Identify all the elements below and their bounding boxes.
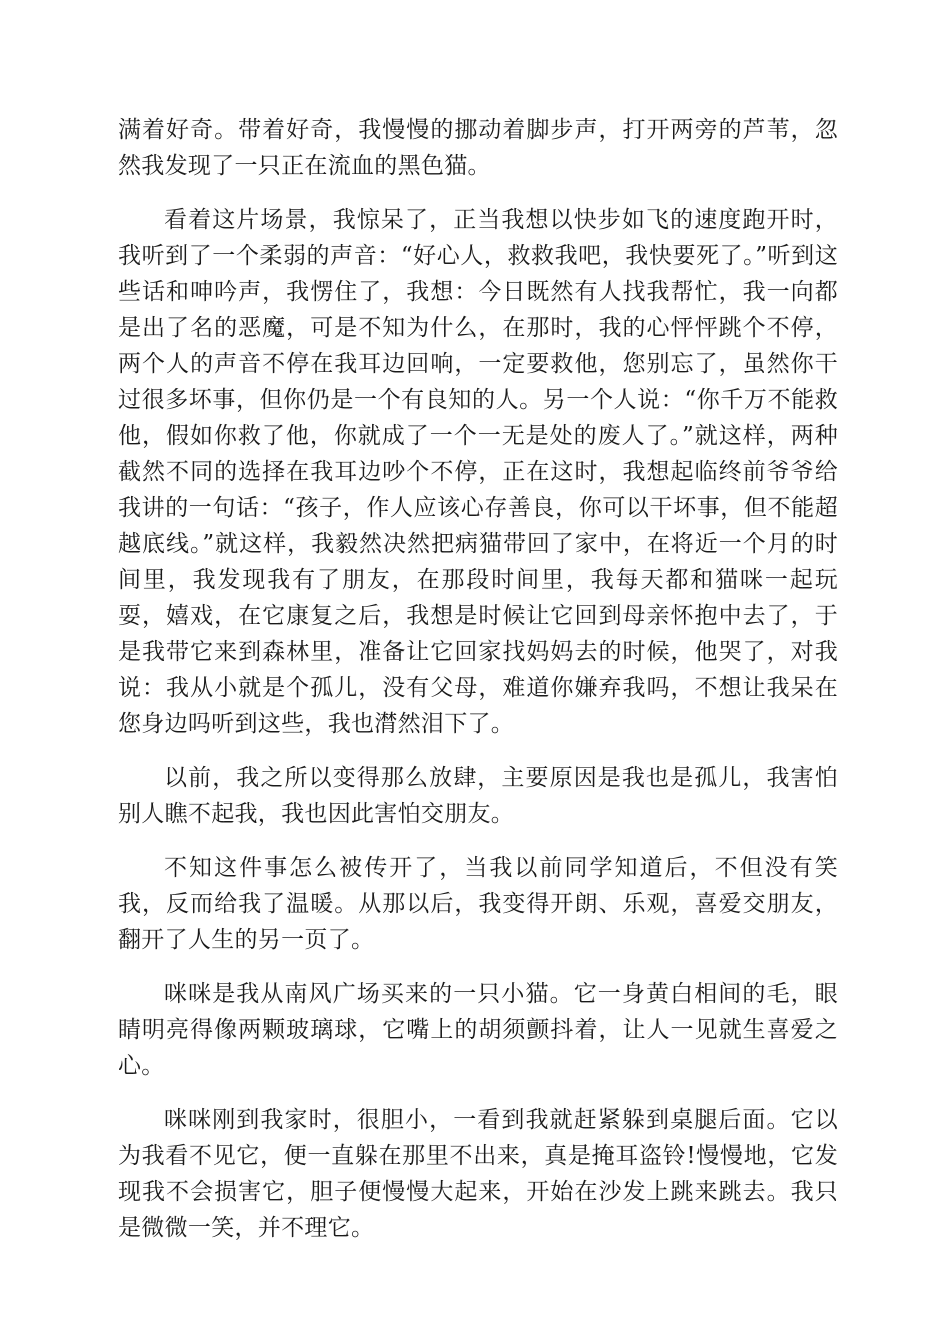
document-body bbox=[118, 112, 838, 1264]
paragraph-6: 咪咪刚到我家时，很胆小，一看到我就赶紧躲到桌腿后面。它以为我看不见它，便一直躲在那里不出来，真是掩耳盗铃!慢慢地，它发现我不会损害它，胆子便慢慢大起来，开始在沙发上跳来跳去。我只是微微一笑，并不理它。 bbox=[118, 1107, 838, 1241]
paragraph-1: 满着好奇。带着好奇，我慢慢的挪动着脚步声，打开两旁的芦苇，忽然我发现了一只正在流血的黑色猫。 bbox=[118, 117, 838, 179]
paragraph-3: 以前，我之所以变得那么放肆，主要原因是我也是孤儿，我害怕别人瞧不起我，我也因此害怕交朋友。 bbox=[118, 765, 838, 827]
paragraph-2: 看着这片场景，我惊呆了，正当我想以快步如飞的速度跑开时，我听到了一个柔弱的声音：“好心人，救救我吧，我快要死了。”听到这些话和呻吟声，我愣住了，我想：今日既然有人找我帮忙，我一向都是出了名的恶魔，可是不知为什么，在那时，我的心怦怦跳个不停，两个人的声音不停在我耳边回响，一定要救他，您别忘了，虽然你干过很多坏事，但你仍是一个有良知的人。另一个人说：“你千万不能救他，假如你救了他，你就成了一个一无是处的废人了。”就这样，两种截然不同的选择在我耳边吵个不停，正在这时，我想起临终前爷爷给我讲的一句话：“孩子，作人应该心存善良，你可以干坏事，但不能超越底线。”就这样，我毅然决然把病猫带回了家中，在将近一个月的时间里，我发现我有了朋友，在那段时间里，我每天都和猫咪一起玩耍，嬉戏，在它康复之后，我想是时候让它回到母亲怀抱中去了，于是我带它来到森林里，准备让它回家找妈妈去的时候，他哭了，对我说：我从小就是个孤儿，没有父母，难道你嫌弃我吗，不想让我呆在您身边吗听到这些，我也潸然泪下了。 bbox=[118, 207, 838, 737]
paragraph-4: 不知这件事怎么被传开了，当我以前同学知道后，不但没有笑我，反而给我了温暖。从那以后，我变得开朗、乐观，喜爱交朋友，翻开了人生的另一页了。 bbox=[118, 855, 838, 953]
paragraph-5: 咪咪是我从南风广场买来的一只小猫。它一身黄白相间的毛，眼睛明亮得像两颗玻璃球，它嘴上的胡须颤抖着，让人一见就生喜爱之心。 bbox=[118, 981, 838, 1079]
